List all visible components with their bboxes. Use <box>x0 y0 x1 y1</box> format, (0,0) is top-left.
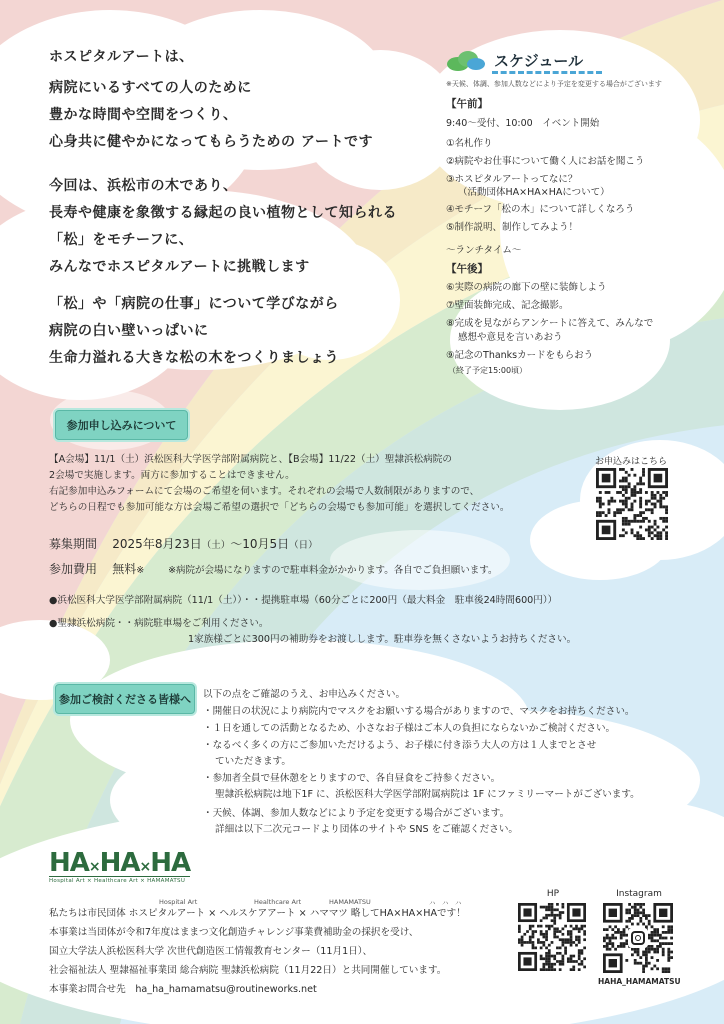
intro-line: みんなでホスピタルアートに挑戦します <box>49 259 310 275</box>
apply-qr-code[interactable] <box>596 468 668 540</box>
intro-text <box>49 44 397 372</box>
schedule-am-header: 【午前】 <box>446 98 488 110</box>
parking-info <box>49 593 576 648</box>
participant-notes <box>203 687 640 838</box>
apply-line: 【A会場】11/1（土）浜松医科大学医学部附属病院と、【B会場】11/22（土）聖隷浜松病院の <box>49 454 452 465</box>
schedule-item: ⑦壁面装飾完成、記念撮影。 <box>446 300 569 311</box>
schedule-pm-header: 【午後】 <box>446 263 488 275</box>
schedule-item: ⑨記念のThanksカードをもらおう <box>446 350 594 361</box>
intro-line: 生命力溢れる大きな松の木をつくりましょう <box>49 350 339 366</box>
haha-logo <box>49 848 190 884</box>
hp-qr-label: HP <box>546 889 560 899</box>
ruby-hahaha: ハ ハ ハ <box>429 899 462 907</box>
recruitment-period <box>49 533 318 557</box>
intro-paragraph-3 <box>49 291 397 372</box>
parking-line-1: ●浜松医科大学医学部附属病院（11/1（土））・・提携駐車場（60分ごとに200円（最大料金 駐車後24時間600円）） <box>49 595 558 606</box>
parking-line-2: ●聖隷浜松病院・・病院駐車場をご利用ください。 <box>49 618 269 629</box>
schedule-note: ※天候、体調、参加人数などにより予定を変更する場合がございます <box>446 80 662 88</box>
footer-text <box>49 898 466 999</box>
intro-line: 豊かな時間や空間をつくり、 <box>49 107 238 123</box>
schedule-title: スケジュール <box>494 52 584 70</box>
period-day-1: （土） <box>201 540 231 551</box>
schedule-item: 感想や意見を言いあおう <box>458 332 563 343</box>
instagram-qr-label: Instagram <box>616 889 662 899</box>
qr-code-icon <box>518 903 586 971</box>
fee-note: ※病院が会場になりますので駐車料金がかかります。各自でご負担願います。 <box>168 565 498 576</box>
participation-fee <box>49 558 498 582</box>
schedule-item: ⑧完成を見ながらアンケートに答えて、みんなで <box>446 318 654 329</box>
schedule-item: ②病院やお仕事について働く人にお話を聞こう <box>446 156 645 167</box>
notes-item: 詳細は以下二次元コードより団体のサイトや SNS をご確認ください。 <box>215 824 519 835</box>
apply-info-button[interactable]: 参加申し込みについて <box>55 410 188 440</box>
schedule-item: ③ホスピタルアートってなに？ <box>446 174 578 185</box>
logo-subtitle: Hospital Art × Healthcare Art × HAMAMATSU <box>49 876 190 884</box>
schedule-item: ⑤制作説明、制作してみよう！ <box>446 222 579 233</box>
ruby-hospital-art: Hospital Art <box>159 898 198 906</box>
notes-item: ・参加者全員で昼休憩をとりますので、各自昼食をご持参ください。 <box>203 773 501 784</box>
schedule-list <box>446 96 653 378</box>
apply-line: 2会場で実施します。両方に参加することはできません。 <box>49 470 295 481</box>
intro-line: 病院の白い壁いっぱいに <box>49 323 209 339</box>
schedule-item: ④モチーフ「松の木」について詳しくなろう <box>446 204 635 215</box>
intro-paragraph-2 <box>49 173 397 281</box>
instagram-icon <box>628 928 648 948</box>
fee-mark: ※ <box>136 565 145 576</box>
period-day-2: （日） <box>289 540 318 551</box>
logo-wordmark: HA×HA×HA <box>49 848 191 878</box>
intro-line: 今回は、浜松市の木であり、 <box>49 178 238 194</box>
period-value: 2025年8月23日 <box>112 537 202 551</box>
instagram-qr-code[interactable] <box>603 903 673 973</box>
schedule-underline <box>492 71 602 74</box>
qr-code-icon <box>596 468 668 540</box>
cloud-icon <box>446 50 486 72</box>
apply-details <box>49 452 510 516</box>
notes-item: ・天候、体調、参加人数などにより予定を変更する場合がございます。 <box>203 808 510 819</box>
instagram-handle: HAHA_HAMAMATSU <box>598 977 681 986</box>
notes-item: ・１日を通しての活動となるため、小さなお子様はご本人の負担にならないかご検討ください。 <box>203 723 616 734</box>
ruby-hamamatsu: HAMAMATSU <box>329 898 371 906</box>
schedule-item: ⑥実際の病院の廊下の壁に装飾しよう <box>446 282 607 293</box>
intro-line: 「松」や「病院の仕事」について学びながら <box>49 296 339 312</box>
footer-line: 社会福祉法人 聖隷福祉事業団 総合病院 聖隷浜松病院（11月22日）と共同開催しています。 <box>49 965 447 976</box>
notes-intro: 以下の点をご確認のうえ、お申込みください。 <box>203 689 406 700</box>
apply-qr-label: お申込みはこちら <box>594 457 667 467</box>
apply-line: 右記参加申込みフォームにて会場のご希望を伺います。それぞれの会場で人数制限がありますので、 <box>49 486 480 497</box>
apply-line: どちらの日程でも参加可能な方は会場ご希望の選択で「どちらの会場でも参加可能」を選択してください。 <box>49 502 510 513</box>
period-mid: ～10月5日 <box>230 537 290 551</box>
ruby-healthcare-art: Healthcare Art <box>254 898 302 906</box>
schedule-am-start: 9:40～受付、10:00 イベント開始 <box>446 118 600 129</box>
notes-item: ていただきます。 <box>215 756 291 767</box>
notes-item: ・なるべく多くの方にご参加いただけるよう、お子様に付き添う大人の方は１人までとさせ <box>203 740 597 751</box>
footer-line: 国立大学法人浜松医科大学 次世代創造医工情報教育センター（11月1日）、 <box>49 946 373 957</box>
intro-paragraph-1 <box>49 44 397 156</box>
intro-line: 病院にいるすべての人のために <box>49 80 252 96</box>
fee-label: 参加費用 <box>49 562 98 576</box>
parking-line-3: 1家族様ごとに300円の補助券をお渡しします。駐車券を無くさないようお持ちください。 <box>188 634 577 645</box>
schedule-lunch: ～ランチタイム～ <box>446 245 522 256</box>
footer-line: 私たちは市民団体 ホスピタルアート × ヘルスケアアート × ハママツ 略してHA×HA×HAです！ <box>49 908 466 919</box>
notes-item: 聖隷浜松病院は地下1F に、浜松医科大学医学部附属病院は 1F にファミリーマートがございます。 <box>215 789 640 800</box>
intro-line: 「松」をモチーフに、 <box>49 232 194 248</box>
footer-contact: 本事業お問合せ先 ha_ha_hamamatsu@routineworks.net <box>49 984 317 995</box>
intro-line: ホスピタルアートは、 <box>49 49 194 65</box>
hp-qr-code[interactable] <box>518 903 586 971</box>
schedule-end: （終了予定15:00頃） <box>448 366 528 375</box>
intro-line: 心身共に健やかになってもらうための アートです <box>49 134 373 150</box>
schedule-item: ①名札作り <box>446 138 493 149</box>
fee-value: 無料 <box>112 562 137 576</box>
schedule-item: （活動団体HA×HA×HAについて） <box>458 187 610 198</box>
participant-notice-button[interactable]: 参加ご検討くださる皆様へ <box>55 684 195 714</box>
notes-item: ・開催日の状況により病院内でマスクをお願いする場合がありますので、マスクをお持ちください。 <box>203 706 635 717</box>
period-label: 募集期間 <box>49 537 98 551</box>
footer-line: 本事業は当団体が令和7年度はままつ文化創造チャレンジ事業費補助金の採択を受け、 <box>49 927 419 938</box>
intro-line: 長寿や健康を象徴する縁起の良い植物として知られる <box>49 205 397 221</box>
